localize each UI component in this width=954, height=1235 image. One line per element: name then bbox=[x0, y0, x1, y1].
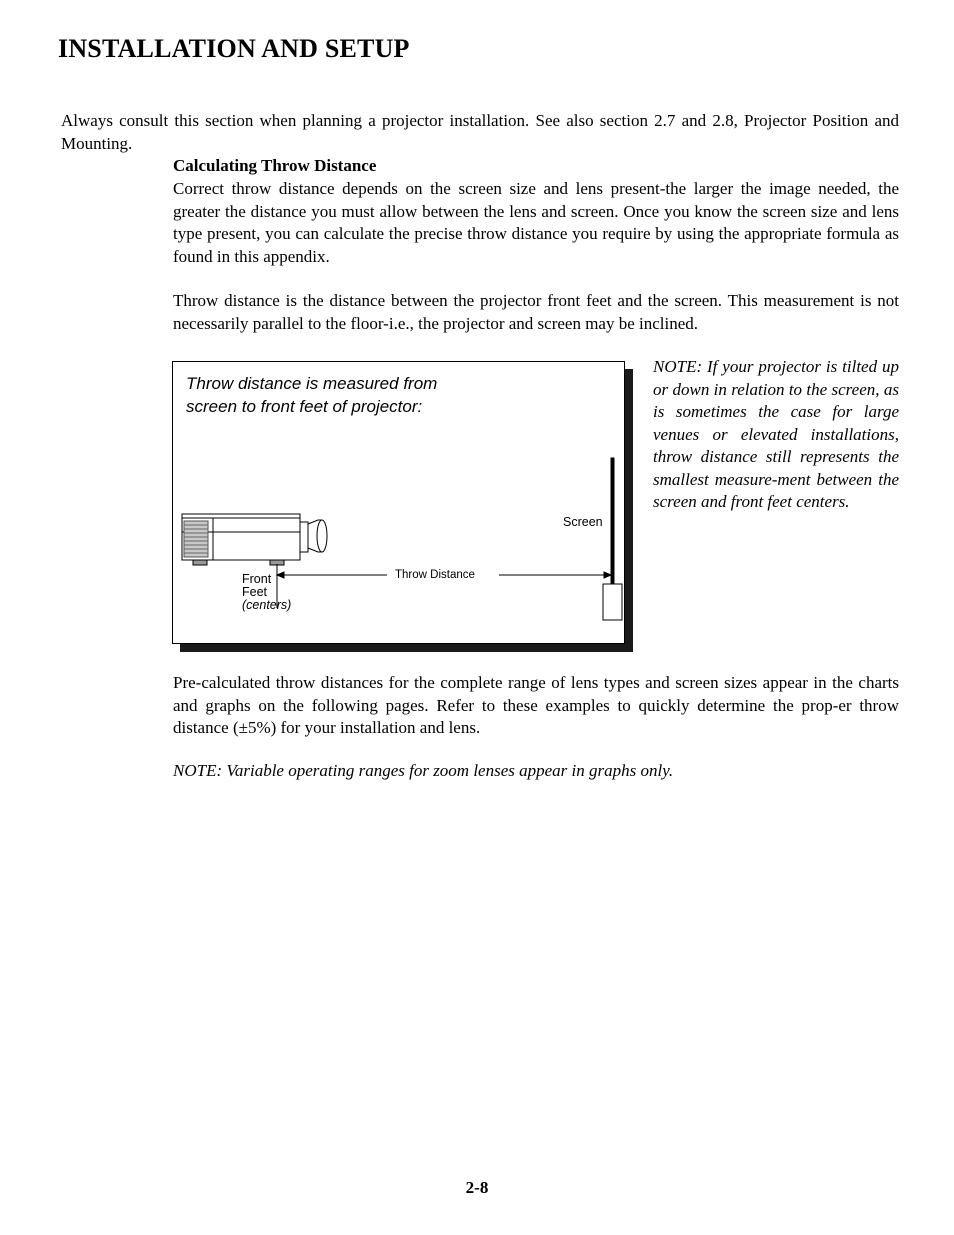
screen-label: Screen bbox=[563, 515, 603, 529]
page-number: 2-8 bbox=[465, 1178, 489, 1197]
section-heading: Calculating Throw Distance bbox=[173, 156, 377, 175]
projector-diagram bbox=[173, 362, 624, 643]
tilt-note: NOTE: If your projector is tilted up or down in relation to the screen, as is sometimes the case for large venues or elevated installations, throw distance still represents the smallest measure-ment between the screen and front feet centers. bbox=[653, 357, 899, 511]
front-label: Front bbox=[242, 572, 272, 586]
screen-illustration bbox=[603, 458, 622, 620]
intro-paragraph: Always consult this section when planning a projector installation. See also section 2.7 and 2.8, Projector Position and Mounting. bbox=[61, 111, 899, 153]
precalculated-paragraph: Pre-calculated throw distances for the complete range of lens types and screen sizes appear in the charts and graphs on the following pages. Refer to these examples to quickly determine the prop-er throw distance (±5%) for your installation and lens. bbox=[173, 673, 899, 737]
projector-illustration bbox=[182, 514, 327, 565]
figure-caption: Throw distance is measured from screen to front feet of projector: bbox=[186, 374, 438, 416]
throw-distance-paragraph: Correct throw distance depends on the screen size and lens present-the larger the image needed, the greater the distance you must allow between the lens and screen. Once you know the screen size and lens type present, you can calculate the precise throw distance you require by using the appropriate formula as found in this appendix. bbox=[173, 179, 899, 266]
throw-distance-label: Throw Distance bbox=[395, 569, 475, 581]
throw-distance-definition: Throw distance is the distance between the projector front feet and the screen. This measurement is not necessarily parallel to the floor-i.e., the projector and screen may be inclined. bbox=[173, 291, 899, 333]
page-title: INSTALLATION AND SETUP bbox=[58, 34, 410, 63]
feet-label: Feet bbox=[242, 585, 268, 599]
throw-distance-figure bbox=[172, 361, 625, 644]
zoom-lens-note: NOTE: Variable operating ranges for zoom lenses appear in graphs only. bbox=[173, 761, 674, 780]
centers-label: (centers) bbox=[242, 598, 292, 612]
